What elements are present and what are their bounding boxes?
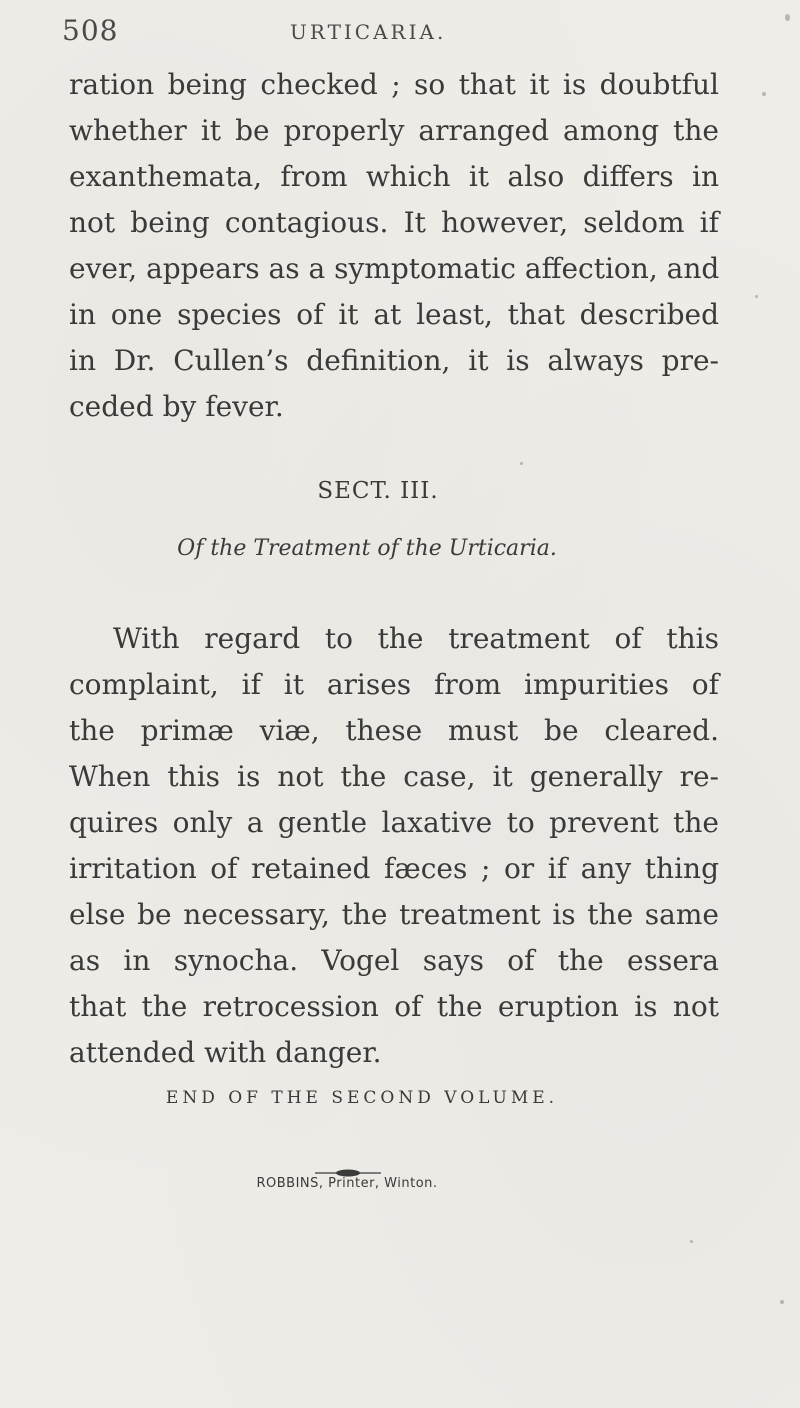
text-line: whether it be properly arranged among the [69, 114, 719, 147]
section-subtitle [0, 536, 800, 561]
paper-speck [690, 1240, 693, 1243]
text-line: ceded by fever. [69, 390, 284, 423]
paper-speck [780, 1300, 784, 1304]
text-line: ration being checked ; so that it is doubtful [69, 68, 719, 101]
paragraph-continuation [69, 62, 719, 430]
paper-speck [755, 295, 758, 298]
running-title: URTICARIA. [290, 20, 447, 44]
paragraph-treatment [69, 616, 719, 1076]
section-heading-text: SECT. III. [317, 478, 439, 504]
text-line: attended with danger. [69, 1036, 382, 1069]
end-of-volume-text: END OF THE SECOND VOLUME. [165, 1088, 559, 1108]
text-line: exanthemata, from which it also differs in [69, 160, 719, 193]
paper-speck [520, 462, 523, 465]
end-of-volume-note [0, 1088, 800, 1108]
section-subtitle-text: Of the Treatment of the Urticaria. [177, 536, 557, 561]
text-line: else be necessary, the treatment is the same [69, 898, 719, 931]
text-line: not being contagious. It however, seldom if [69, 206, 719, 239]
printer-imprint [0, 1176, 800, 1191]
text-line: as in synocha. Vogel says of the essera [69, 944, 719, 977]
section-heading [0, 478, 800, 504]
text-line: ever, appears as a symptomatic affection, and [69, 252, 720, 285]
printer-imprint-text: ROBBINS, Printer, Winton. [256, 1176, 438, 1191]
text-line: complaint, if it arises from impurities of [69, 668, 719, 701]
text-line: irritation of retained fæces ; or if any thing [69, 852, 719, 885]
text-line: the primæ viæ, these must be cleared. [69, 714, 719, 747]
text-line: quires only a gentle laxative to prevent the [69, 806, 719, 839]
paper-speck [785, 14, 790, 21]
text-line: With regard to the treatment of this [113, 622, 719, 655]
paper-speck [762, 92, 766, 96]
text-line: When this is not the case, it generally re- [69, 760, 719, 793]
text-line: in one species of it at least, that described [69, 298, 719, 331]
text-line: that the retrocession of the eruption is not [69, 990, 719, 1023]
text-line: in Dr. Cullen’s definition, it is always pre- [69, 344, 719, 377]
running-head [62, 14, 722, 54]
page-number: 508 [62, 14, 119, 47]
